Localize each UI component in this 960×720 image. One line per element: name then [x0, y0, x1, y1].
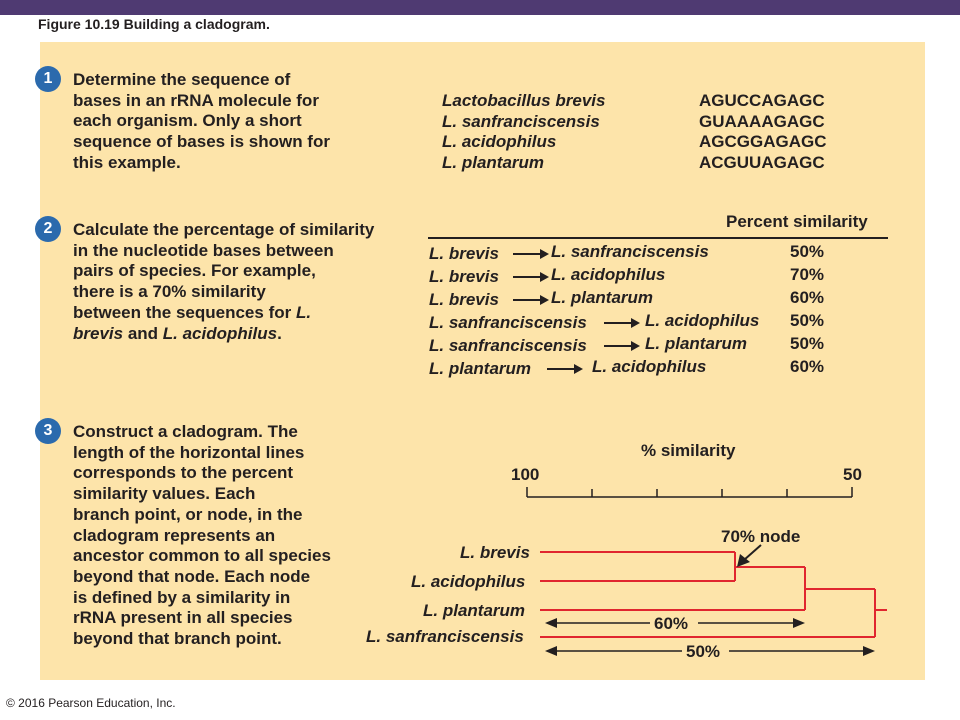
pair-to: L. plantarum	[645, 334, 748, 353]
step-2-text-end: .	[277, 323, 282, 343]
pair-percent: 60%	[790, 288, 825, 307]
pair-from: L. sanfranciscensis	[429, 313, 587, 332]
sequence-bases: AGUCCAGAGC	[699, 91, 825, 110]
pair-from: L. brevis	[429, 267, 499, 286]
sequence-species: Lactobacillus brevis	[442, 91, 606, 110]
span-50-left-head	[545, 646, 557, 656]
step-2-badge: 2	[35, 216, 61, 242]
pair-percent: 50%	[790, 242, 825, 261]
similarity-header: Percent similarity	[726, 212, 868, 231]
taxon-label: L. plantarum	[423, 601, 526, 620]
pair-percent: 70%	[790, 265, 825, 284]
span-60-left-head	[545, 618, 557, 628]
step-1-text: Determine the sequence of bases in an rRNA molecule for each organism. Only a short sequence of bases is shown for this example.	[73, 70, 330, 172]
span-50-right-head	[863, 646, 875, 656]
step-3-text: Construct a cladogram. The length of the horizontal lines corresponds to the percent similarity values. Each branch point, or node, in the cladogram represents an ancestor common to all species beyond that node. Each node is defined by a similarity in rRNA present in all species beyond that branch point.	[73, 422, 331, 649]
sequence-bases: AGCGGAGAGC	[699, 132, 827, 151]
step-2-species-1: L. brevis	[73, 302, 312, 343]
step-2-text-mid: and	[123, 323, 163, 343]
cladogram-branches	[540, 552, 887, 637]
scale-right-label: 50	[843, 465, 862, 484]
pair-to: L. acidophilus	[551, 265, 666, 284]
sequence-bases: ACGUUAGAGC	[699, 153, 825, 172]
pair-percent: 60%	[790, 357, 825, 376]
step-1-badge: 1	[35, 66, 61, 92]
step-3-badge: 3	[35, 418, 61, 444]
sequence-species: L. plantarum	[442, 153, 545, 172]
pair-to: L. acidophilus	[645, 311, 760, 330]
pair-from: L. sanfranciscensis	[429, 336, 587, 355]
pair-from: L. plantarum	[429, 359, 532, 378]
scale-left-label: 100	[511, 465, 540, 484]
node-label: 70% node	[721, 527, 801, 546]
sequence-bases: GUAAAAGAGC	[699, 112, 825, 131]
pair-to: L. acidophilus	[592, 357, 707, 376]
pair-to: L. plantarum	[551, 288, 654, 307]
step-2-text-plain: Calculate the percentage of similarity in the nucleotide bases between pairs of species. For example, there is a 70% similarity between the sequences for	[73, 220, 375, 322]
taxon-label: L. acidophilus	[411, 572, 526, 591]
pair-from: L. brevis	[429, 244, 499, 263]
sequence-species: L. sanfranciscensis	[442, 112, 600, 131]
span-50-label: 50%	[686, 642, 721, 661]
pair-to: L. sanfranciscensis	[551, 242, 709, 261]
pair-percent: 50%	[790, 311, 825, 330]
node-pointer-arrow-icon	[737, 545, 761, 567]
scale-title: % similarity	[641, 441, 736, 460]
taxon-label: L. sanfranciscensis	[366, 627, 524, 646]
pair-percent: 50%	[790, 334, 825, 353]
similarity-scale	[527, 487, 852, 497]
taxon-label: L. brevis	[460, 543, 530, 562]
figure-title: Figure 10.19 Building a cladogram.	[38, 16, 270, 32]
sequence-species: L. acidophilus	[442, 132, 557, 151]
step-2-species-2: L. acidophilus	[162, 323, 278, 343]
pair-from: L. brevis	[429, 290, 499, 309]
copyright-notice: © 2016 Pearson Education, Inc.	[6, 696, 176, 710]
span-60-label: 60%	[654, 614, 689, 633]
span-60-right-head	[793, 618, 805, 628]
